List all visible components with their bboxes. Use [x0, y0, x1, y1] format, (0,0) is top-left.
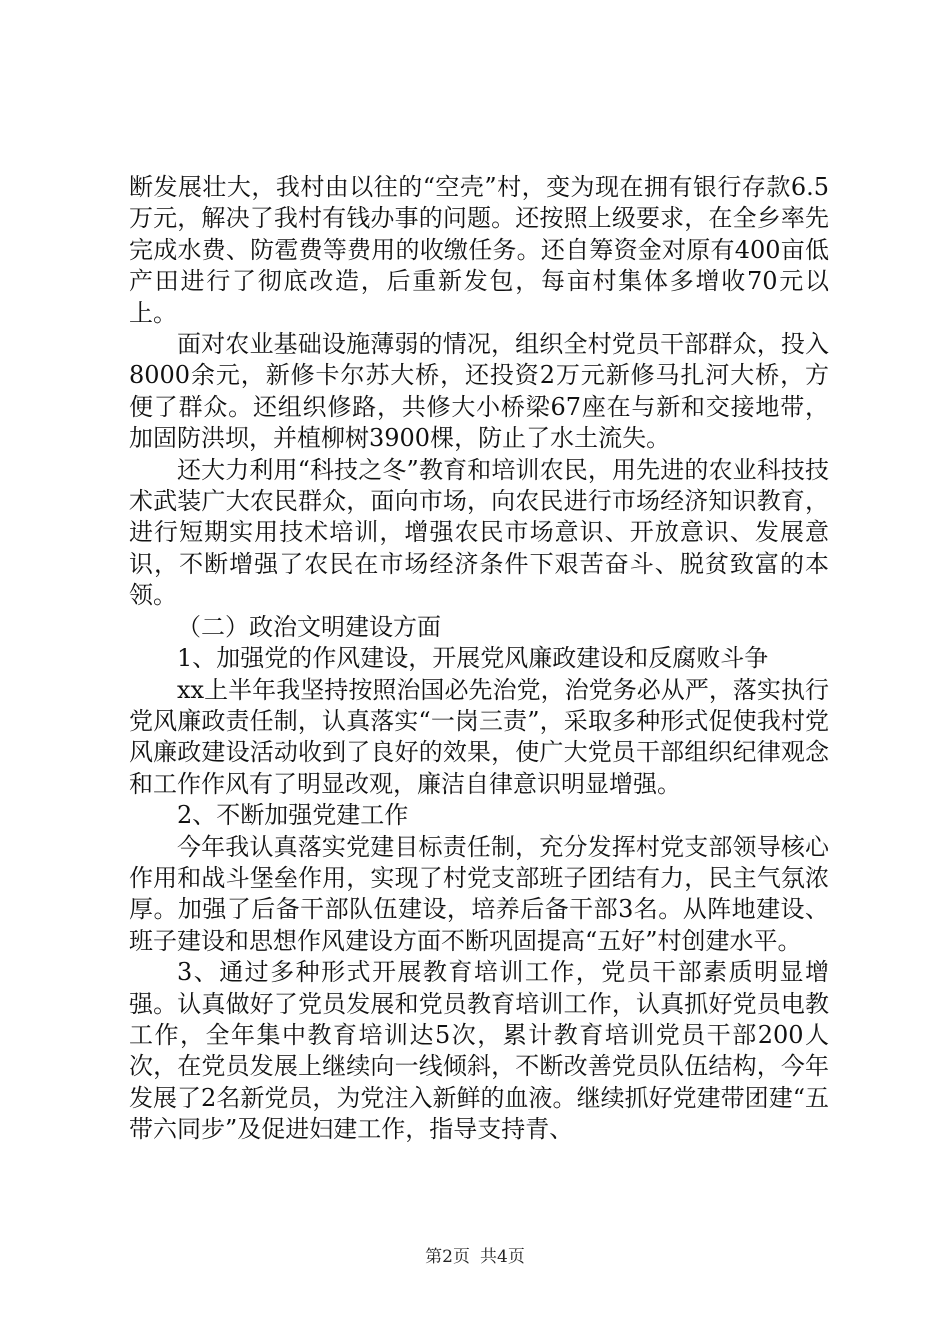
subheading-party-conduct: 1、加强党的作风建设，开展党风廉政建设和反腐败斗争: [177, 644, 769, 673]
page-total: 共4页: [480, 1247, 525, 1267]
section-heading-political-civilization: （二）政治文明建设方面: [177, 612, 441, 641]
page-number: 第2页: [425, 1247, 470, 1267]
paragraph-infrastructure: 面对农业基础设施薄弱的情况，组织全村党员干部群众，投入8000余元，新修卡尔苏大桥，还投资2万元新修马扎河大桥，方便了群众。还组织修路，共修大小桥梁67座在与新和交接地带，加固防洪坝，并植柳树3900棵，防止了水土流失。: [129, 330, 829, 453]
paragraph-continued-collective-economy: 断发展壮大，我村由以往的“空壳”村，变为现在拥有银行存款6.5万元，解决了我村有钱办事的问题。还按照上级要求，在全乡率先完成水费、防雹费等费用的收缴任务。还自筹资金对原有400亩低产田进行了彻底改造，后重新发包，每亩村集体多增收70元以上。: [129, 173, 829, 327]
page-footer: [0, 1242, 950, 1267]
paragraph-education-training: 3、通过多种形式开展教育培训工作，党员干部素质明显增强。认真做好了党员发展和党员教育培训工作，认真抓好党员电教工作，全年集中教育培训达5次，累计教育培训党员干部200人次，在党员发展上继续向一线倾斜，不断改善党员队伍结构，今年发展了2名新党员，为党注入新鲜的血液。继续抓好党建带团建“五带六同步”及促进妇建工作，指导支持青、: [129, 958, 829, 1144]
paragraph-party-building: 今年我认真落实党建目标责任制，充分发挥村党支部领导核心作用和战斗堡垒作用，实现了村党支部班子团结有力，民主气氛浓厚。加强了后备干部队伍建设，培养后备干部3名。从阵地建设、班子建设和思想作风建设方面不断巩固提高“五好”村创建水平。: [129, 832, 829, 955]
paragraph-party-conduct: xx上半年我坚持按照治国必先治党，治党务必从严，落实执行党风廉政责任制，认真落实“一岗三责”，采取多种形式促使我村党风廉政建设活动收到了良好的效果，使广大党员干部组织纪律观念和工作作风有了明显改观，廉洁自律意识明显增强。: [129, 675, 829, 798]
subheading-party-building: 2、不断加强党建工作: [177, 801, 409, 830]
document-body: [129, 172, 829, 1146]
paragraph-technology-training: 还大力利用“科技之冬”教育和培训农民，用先进的农业科技技术武装广大农民群众，面向市场，向农民进行市场经济知识教育，进行短期实用技术培训，增强农民市场意识、开放意识、发展意识，不断增强了农民在市场经济条件下艰苦奋斗、脱贫致富的本领。: [129, 455, 829, 610]
